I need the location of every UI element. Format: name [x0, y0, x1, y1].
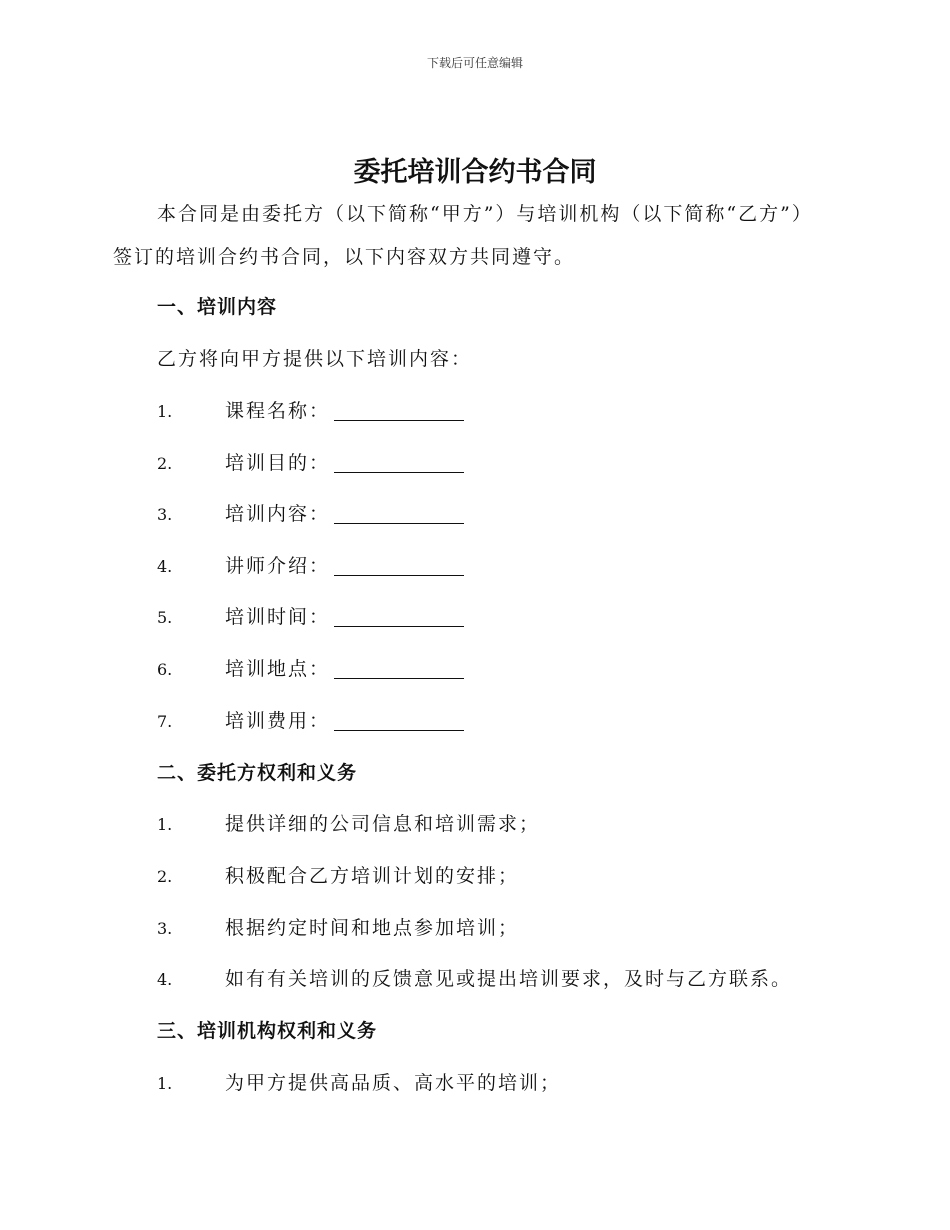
item-label: 培训内容： [225, 503, 331, 525]
item-label: 培训时间： [225, 606, 331, 628]
fill-in-blank [334, 608, 464, 627]
item-text: 积极配合乙方培训计划的安排； [225, 865, 520, 887]
item-number: 3. [157, 919, 173, 938]
list-item [157, 706, 837, 733]
section-heading-institution-rights: 三、培训机构权利和义务 [157, 1020, 378, 1042]
item-number: 7. [157, 712, 173, 731]
item-number: 4. [157, 557, 173, 576]
list-item [157, 448, 837, 475]
item-number: 2. [157, 454, 173, 473]
item-text: 根据约定时间和地点参加培训； [225, 917, 520, 939]
fill-in-blank [334, 402, 464, 421]
item-number: 2. [157, 867, 173, 886]
list-item [157, 913, 837, 940]
item-label: 培训地点： [225, 658, 331, 680]
item-number: 5. [157, 608, 173, 627]
item-text: 为甲方提供高品质、高水平的培训； [225, 1072, 562, 1094]
list-item [157, 654, 837, 681]
list-item [157, 551, 837, 578]
item-text: 如有有关培训的反馈意见或提出培训要求，及时与乙方联系。 [225, 968, 793, 990]
list-item [157, 602, 837, 629]
item-text: 提供详细的公司信息和培训需求； [225, 813, 541, 835]
section-heading-client-rights: 二、委托方权利和义务 [157, 762, 358, 784]
item-label: 培训费用： [225, 710, 331, 732]
item-label: 课程名称： [225, 400, 331, 422]
item-number: 6. [157, 660, 173, 679]
list-item [157, 396, 837, 423]
item-label: 讲师介绍： [225, 555, 331, 577]
fill-in-blank [334, 660, 464, 679]
item-label: 培训目的： [225, 452, 331, 474]
item-number: 1. [157, 1074, 173, 1093]
section1-lead: 乙方将向甲方提供以下培训内容： [157, 348, 473, 370]
list-item [157, 964, 837, 991]
fill-in-blank [334, 712, 464, 731]
item-number: 4. [157, 970, 173, 989]
fill-in-blank [334, 557, 464, 576]
fill-in-blank [334, 454, 464, 473]
section-heading-training-content: 一、培训内容 [157, 296, 278, 318]
fill-in-blank [334, 505, 464, 524]
item-number: 1. [157, 402, 173, 421]
list-item [157, 1068, 837, 1095]
page-header-note: 下载后可任意编辑 [426, 56, 523, 70]
item-number: 1. [157, 815, 173, 834]
item-number: 3. [157, 505, 173, 524]
list-item [157, 861, 837, 888]
document-title: 委托培训合约书合同 [353, 157, 597, 188]
list-item [157, 809, 837, 836]
list-item [157, 499, 837, 526]
intro-paragraph: 本合同是由委托方（以下简称“甲方”）与培训机构（以下简称“乙方”）签订的培训合约书合同，以下内容双方共同遵守。 [113, 203, 813, 268]
